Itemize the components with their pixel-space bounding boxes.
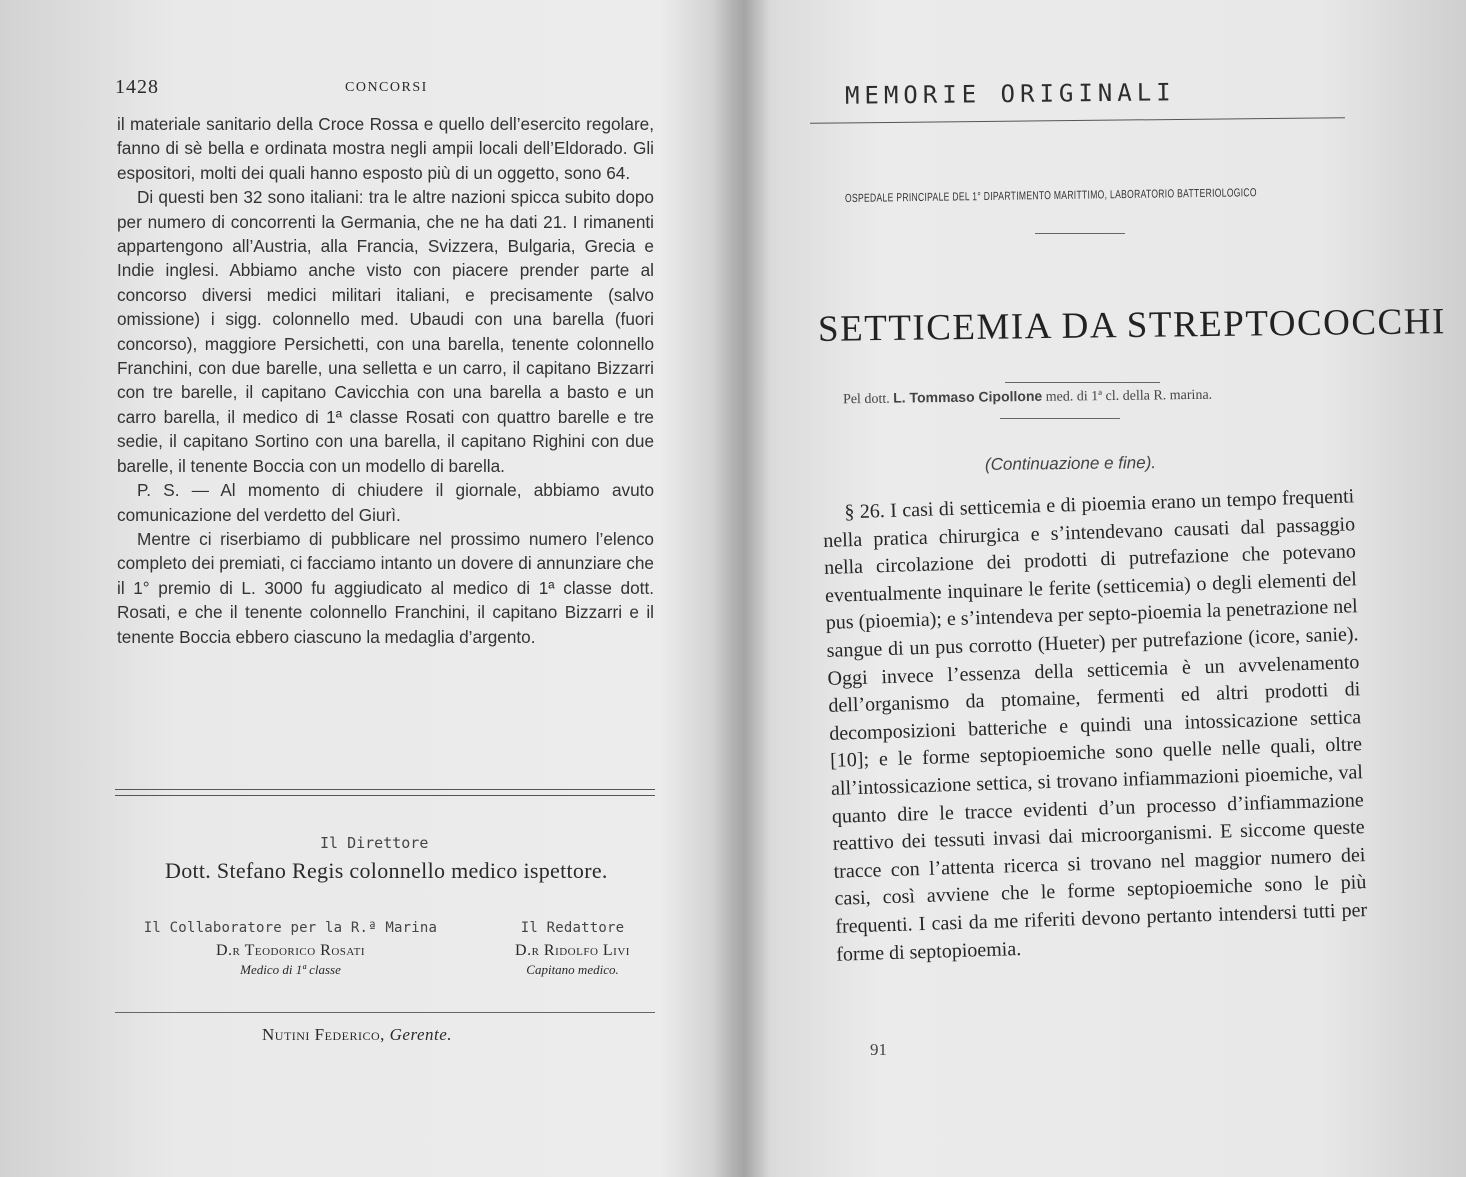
page-number-right: 91 [870,1040,887,1059]
running-head: CONCORSI [345,80,428,95]
collaborator-role: Il Collaboratore per la R.ª Marina [143,920,438,936]
gerente-role: Gerente. [389,1025,453,1044]
editor-role: Il Redattore [520,920,625,936]
left-page-header [115,76,655,106]
collaborator-signature [118,920,463,978]
right-article-body [822,483,1368,969]
author-prefix: Pel dott. [842,391,890,408]
collaborator-rank: Medico di 1ª classe [240,962,341,977]
editor-name: D.r Ridolfo Livi [515,942,630,959]
paragraph: § 26. I casi di setticemia e di pioemia erano un tempo frequenti nella pratica chirurgica e s’intendevano causati dal passaggio nella circolazione dei prodotti di putrefazione che potevano eventualmente inquinare le ferite (setticemia) o degli elementi del pus (pioemia); e s’intendeva per septo-pioemia la penetrazione nel sangue di un pus corrotto (Hueter) per putrefazione (icore, sanie). Oggi invece l’essenza della setticemia è un avvelenamento dell’organismo da ptomaine, fermenti ed altri prodotti di decomposizioni batteriche e quindi una intossicazione settica [10]; e le forme septopioemiche sono quelle nelle quali, oltre all’intossicazione settica, si trovano infiammazioni pioemiche, val quanto dire le tracce evidenti d’un processo d’infiammazione reattivo dei tessuti invasi dai microorganismi. E siccome queste tracce con l’attenta ricerca si trovano nel maggior numero dei casi, così avviene che le forme septopioemiche sono le più frequenti. I casi da me riferiti devono pertanto intendersi tutti per forme di septopioemia. [822,485,1368,966]
paragraph: P. S. — Al momento di chiudere il giornale, abbiamo avuto comunicazione del verdetto del Giurì. [117,480,654,525]
institution-line: OSPEDALE PRINCIPALE DEL 1° DIPARTIMENTO MARITTIMO, LABORATORIO BATTERIOLOGICO [844,186,1257,205]
director-title: Il Direttore [320,834,429,852]
bottom-rule [115,1012,655,1013]
left-article-body [117,112,654,649]
paragraph: Di questi ben 32 sono italiani: tra le altre nazioni spicca subito dopo per numero di concorrenti la Germania, che ne ha dati 21. I rimanenti appartengono all’Austria, alla Francia, Svizzera, Bulgaria, Grecia e Indie inglesi. Abbiamo anche visto con piacere prender parte al concorso diversi medici militari italiani, e precisamente (salvo omissione) i sigg. colonnello med. Ubaudi con una barella (fuori concorso), maggiore Persichetti, con una barella, tenente colonnello Franchini, con due barelle, una selletta e un carro, il capitano Bizzarri con tre barelle, il capitano Cavicchia con una barella a basto e un carro barella, il medico di 1ª classe Rosati con quattro barelle e tre sedie, il capitano Sortino con una barella, il capitano Righini con due barelle, il tenente Boccia con un modello di barella. [117,187,654,476]
continuation-note: (Continuazione e fine). [984,453,1157,474]
short-rule [1000,418,1120,419]
book-gutter [712,0,770,1177]
author-name: L. Tommaso Cipollone [893,387,1043,406]
editor-signature [490,920,655,978]
short-rule [1005,382,1160,383]
gerente-line [262,1025,452,1045]
section-heading: MEMORIE ORIGINALI [844,78,1176,110]
double-rule [115,789,655,796]
director-name: Dott. Stefano Regis colonnello medico ispettore. [165,858,608,883]
paragraph: Mentre ci riserbiamo di pubblicare nel prossimo numero l’elenco completo dei premiati, ci facciamo intanto un dovere di annunziare che il 1° premio di L. 3000 fu aggiudicato al medico di 1ª classe dott. Rosati, e che il tenente colonnello Franchini, il capitano Bizzarri e il tenente Boccia ebbero ciascuno la medaglia d’argento. [117,528,654,647]
article-title: SETTICEMIA DA STREPTOCOCCHI [817,301,1447,350]
short-rule [1035,233,1125,234]
paragraph: il materiale sanitario della Croce Rossa e quello dell’esercito regolare, fanno di sè bella e ordinata mostra negli ampii locali dell’Eldorado. Gli espositori, molti dei quali hanno esposto più di un oggetto, sono 64. [117,114,654,183]
collaborator-name: D.r Teodorico Rosati [215,942,366,959]
page-number-left: 1428 [115,76,159,98]
gerente-name: Nutini Federico, [262,1025,385,1044]
author-suffix: med. di 1ª cl. della R. marina. [1045,387,1213,405]
editor-rank: Capitano medico. [526,962,619,977]
